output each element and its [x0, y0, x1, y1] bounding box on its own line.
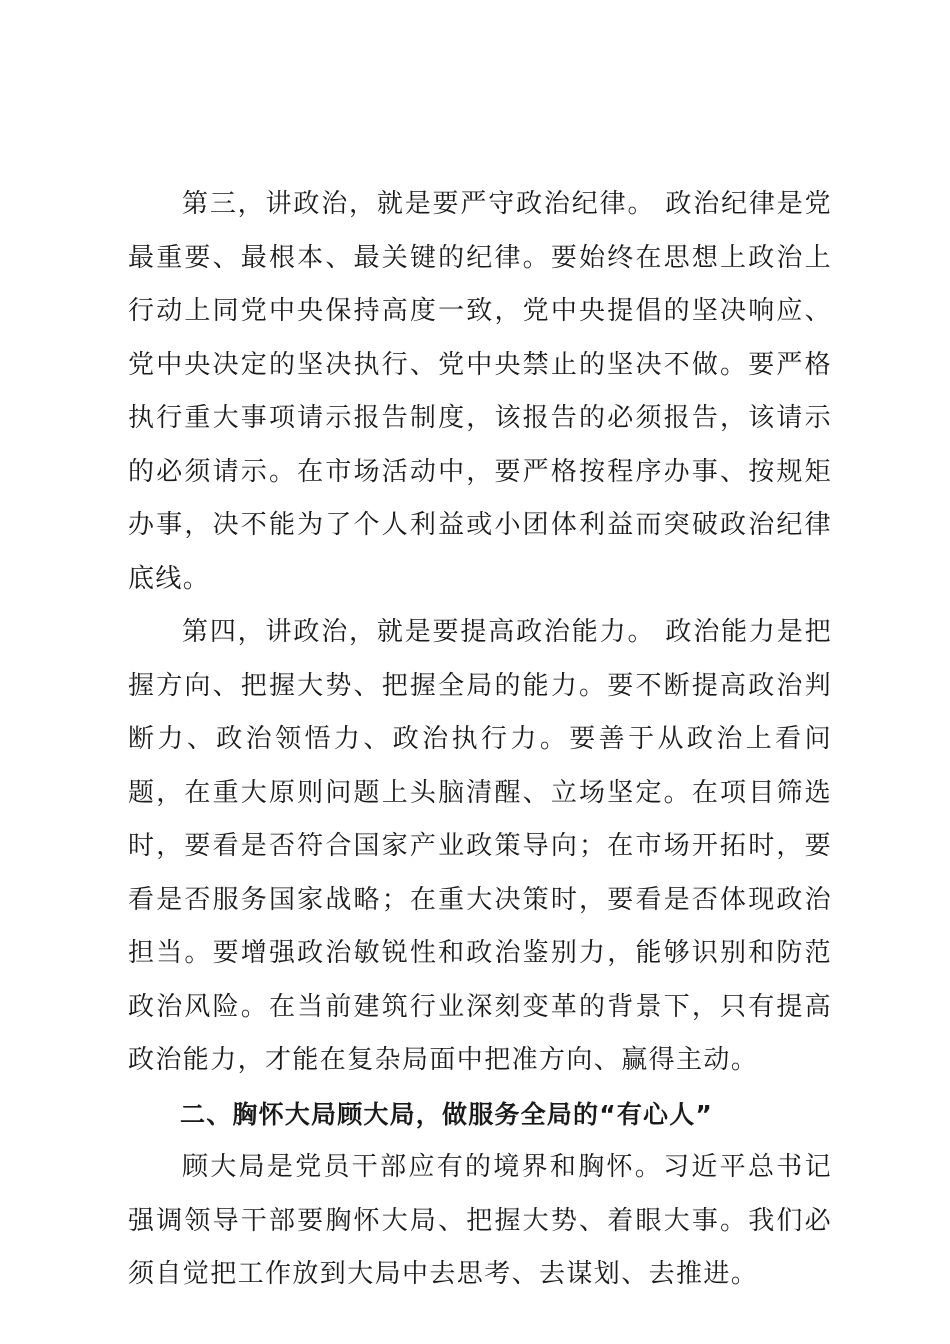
paragraph-political-discipline: 第三，讲政治，就是要严守政治纪律。 政治纪律是党最重要、最根本、最关键的纪律。要始终在思想上政治上行动上同党中央保持高度一致，党中央提倡的坚决响应、党中央决定的坚决执行、党中央禁止的坚决不做。要严格执行重大事项请示报告制度，该报告的必须报告，该请示的必须请示。在市场活动中，要严格按程序办事、按规矩办事，决不能为了个人利益或小团体利益而突破政治纪律底线。	[128, 189, 832, 594]
paragraph-overall-situation: 顾大局是党员干部应有的境界和胸怀。习近平总书记强调领导干部要胸怀大局、把握大势、着眼大事。我们必须自觉把工作放到大局中去思考、去谋划、去推进。	[128, 1152, 832, 1289]
paragraph-political-ability: 第四，讲政治，就是要提高政治能力。 政治能力是把握方向、把握大势、把握全局的能力。要不断提高政治判断力、政治领悟力、政治执行力。要善于从政治上看问题，在重大原则问题上头脑清醒、立场坚定。在项目筛选时，要看是否符合国家产业政策导向；在市场开拓时，要看是否服务国家战略；在重大决策时，要看是否体现政治担当。要增强政治敏锐性和政治鉴别力，能够识别和防范政治风险。在当前建筑行业深刻变革的背景下，只有提高政治能力，才能在复杂局面中把准方向、赢得主动。	[128, 617, 832, 1075]
section-heading: 二、胸怀大局顾大局，做服务全局的“有心人”	[180, 1099, 714, 1129]
document-body	[128, 178, 832, 1302]
